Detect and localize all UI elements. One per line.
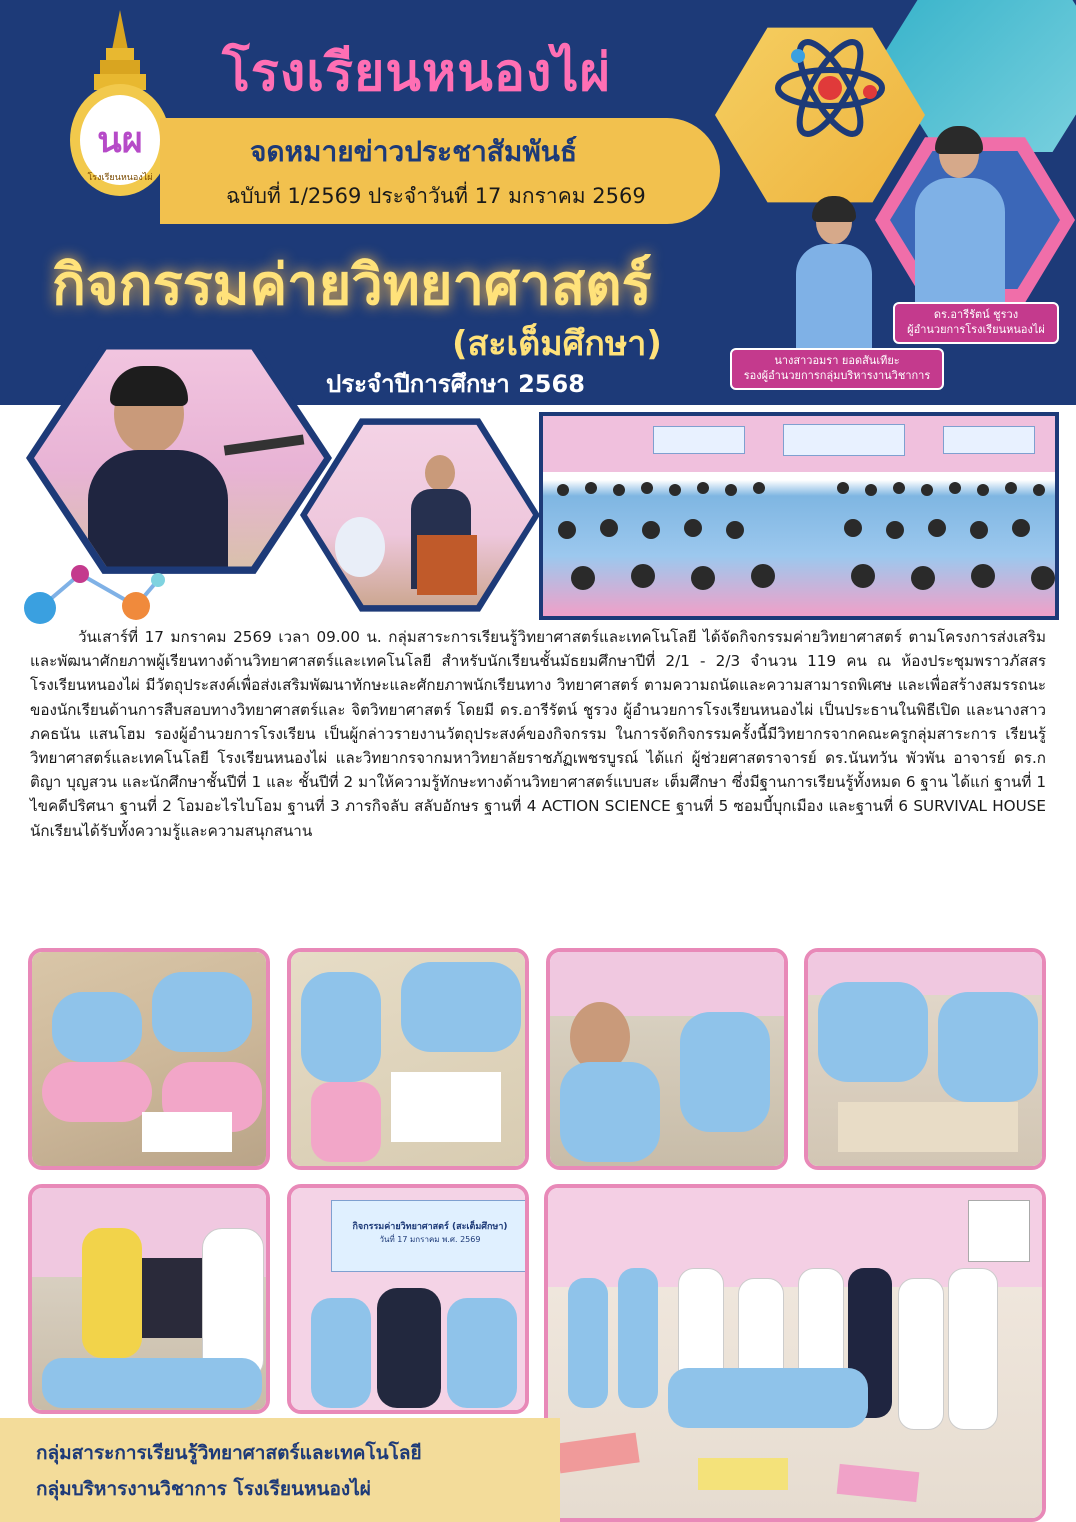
svg-text:นผ: นผ <box>97 120 143 161</box>
student-crowd <box>543 470 1059 620</box>
footer-line-2: กลุ่มบริหารงานวิชาการ โรงเรียนหนองไผ่ <box>36 1478 371 1500</box>
photo-podium <box>307 417 533 613</box>
director-portrait <box>905 130 1015 320</box>
article-text: วันเสาร์ที่ 17 มกราคม 2569 เวลา 09.00 น. กลุ่มสาระการเรียนรู้วิทยาศาสตร์และเทคโนโลยี ได้จัดกิจกรรมค่ายวิทยาศาสตร์ ตามโครงการส่งเสริมและพัฒนาศักยภาพผู้เรียนทางด้านวิทยาศาสตร์และเทคโนโลยี สำหรับนักเรียนชั้นมัธยมศึกษาปีที่ 2/1 - 2/3 จำนวน 119 คน ณ ห้องประชุมพราวภัสสร โรงเรียนหนองไผ่ มีวัตถุประสงค์เพื่อส่งเสริมพัฒนาทักษะและศักยภาพนักเรียนทาง วิทยาศาสตร์ ตามความถนัดและความสามารถพิเศษ และเพื่อสร้างสมรรถนะของนักเรียนด้านการสืบสอบทางวิทยาศาสตร์และ จิตวิทยาศาสตร์ โดยมี ดร.อารีรัตน์ ชูรวง ผู้อำนวยการโรงเรียนหนองไผ่ เป็นประธานในพิธีเปิด และนางสาวภคธนัน แสนโฮม รองผู้อำนวยการโรงเรียน เป็นผู้กล่าวรายงานวัตถุประสงค์ของกิจกรรม ในการจัดกิจกรรมครั้งนี้มีวิทยากรจากคณะครูกลุ่มสาระการ เรียนรู้วิทยาศาสตร์และเทคโนโลยี โรงเรียนหนองไผ่ และวิทยากรจากมหาวิทยาลัยราชภัฏเพชรบูรณ์ ได้แก่ ผู้ช่วยศาสตราจารย์ ดร.นันทวัน พัวพัน อาจารย์ ดร.กติญา บุญสวน และนักศึกษาชั้นปีที่ 1 และ ชั้นปีที่ 2 มาให้ความรู้ทักษะทางด้านวิทยาศาสตร์แบบสะ เต็มศึกษา ซึ่งมีฐานการเรียนรู้ทั้งหมด 6 ฐาน ได้แก่ ฐานที่ 1 ไขคดีปริศนา ฐานที่ 2 โอมอะไรไบโอม ฐานที่ 3 ภารกิจลับ สลับอักษร ฐานที่ 4 ACTION SCIENCE ฐานที่ 5 ซอมบี้บุกเมือง และฐานที่ 6 SURVIVAL HOUSE นักเรียนได้รับทั้งความรู้และความสนุกสนาน <box>30 628 1046 840</box>
stage-banner-center <box>783 424 905 456</box>
article-body <box>30 625 1046 843</box>
academic-year: ประจำปีการศึกษา 2568 <box>326 370 585 398</box>
molecule-icon <box>10 550 170 630</box>
school-logo <box>66 10 174 200</box>
stage-banner <box>331 1200 529 1272</box>
photo-group <box>544 1184 1046 1522</box>
deputy-caption <box>730 348 944 390</box>
photo-activity-3 <box>546 948 788 1170</box>
stage-banner-date: วันที่ 17 มกราคม พ.ศ. 2569 <box>379 1235 481 1244</box>
stage-banner-right <box>943 426 1035 454</box>
photo-activity-4 <box>804 948 1046 1170</box>
deputy-position: รองผู้อำนวยการกลุ่มบริหารงานวิชาการ <box>743 369 931 382</box>
photo-activity-1 <box>28 948 270 1170</box>
stage-banner-title: กิจกรรมค่ายวิทยาศาสตร์ (สะเต็มศึกษา) <box>352 1222 508 1232</box>
school-name: โรงเรียนหนองไผ่ <box>222 43 612 103</box>
headline: กิจกรรมค่ายวิทยาศาสตร์ <box>52 253 652 318</box>
stage-banner-left <box>653 426 745 454</box>
footer-band <box>0 1418 560 1522</box>
photo-award-2 <box>287 1184 529 1414</box>
atom-icon <box>770 28 890 148</box>
headline-sub: (สะเต็มศึกษา) <box>452 324 662 364</box>
photo-assembly <box>539 412 1059 620</box>
logo-caption: โรงเรียนหนองไผ่ <box>87 173 153 183</box>
newsletter-title: จดหมายข่าวประชาสัมพันธ์ <box>250 135 578 168</box>
director-position: ผู้อำนวยการโรงเรียนหนองไผ่ <box>907 323 1045 336</box>
stage-sign <box>968 1200 1030 1262</box>
director-name: ดร.อารีรัตน์ ชูรวง <box>933 308 1019 321</box>
deputy-portrait <box>786 200 882 368</box>
footer-line-1: กลุ่มสาระการเรียนรู้วิทยาศาสตร์และเทคโนโลยี <box>36 1442 422 1464</box>
issue-line: ฉบับที่ 1/2569 ประจำวันที่ 17 มกราคม 2569 <box>226 184 646 208</box>
deputy-name: นางสาวอมรา ยอดสันเทียะ <box>774 354 900 367</box>
photo-activity-2 <box>287 948 529 1170</box>
photo-award-1 <box>28 1184 270 1414</box>
director-caption <box>893 302 1059 344</box>
